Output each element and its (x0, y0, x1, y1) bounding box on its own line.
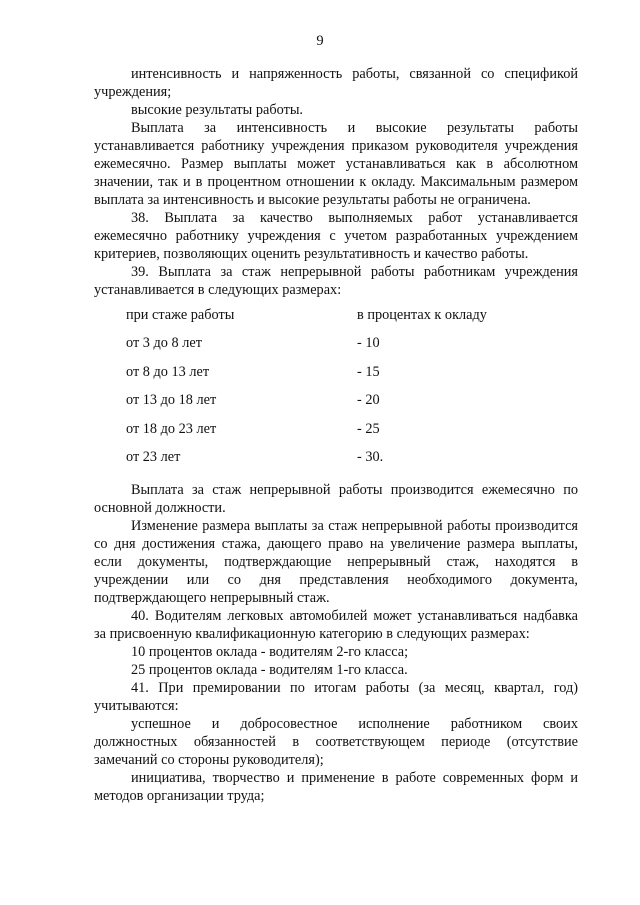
table-cell-period: от 13 до 18 лет (126, 392, 217, 408)
table-row (126, 420, 546, 438)
paragraph: Выплата за интенсивность и высокие результаты работы устанавливается работнику учреждения приказом руководителя учреждения ежемесячно. Размер выплаты может устанавливаться как в абсолютном значении, так и в процентном отношении к окладу. Максимальным размером выплата за интенсивность и высокие результаты работы не ограничена. (94, 120, 578, 208)
table-cell-period: от 8 до 13 лет (126, 364, 210, 380)
table-cell-percent: - 20 (357, 392, 380, 408)
table-cell-percent: - 15 (357, 364, 380, 380)
table-cell-percent: - 30. (357, 449, 384, 465)
table-cell-period: от 3 до 8 лет (126, 335, 202, 351)
table-header-period: при стаже работы (126, 307, 235, 323)
table-cell-period: от 23 лет (126, 449, 181, 465)
paragraph: 39. Выплата за стаж непрерывной работы работникам учреждения устанавливается в следующих размерах: (94, 264, 578, 298)
paragraph: интенсивность и напряженность работы, связанной со спецификой учреждения; (94, 66, 578, 100)
table-header-percent: в процентах к окладу (357, 307, 487, 323)
seniority-table (94, 306, 578, 468)
table-row (126, 363, 546, 381)
paragraph: 25 процентов оклада - водителям 1-го класса. (131, 662, 408, 678)
table-header (126, 306, 546, 324)
table-row (126, 334, 546, 352)
table-cell-percent: - 25 (357, 421, 380, 437)
page-number: 9 (316, 33, 324, 49)
paragraph: 41. При премировании по итогам работы (за месяц, квартал, год) учитываются: (94, 680, 578, 714)
paragraph: 40. Водителям легковых автомобилей может устанавливаться надбавка за присвоенную квалификационную категорию в следующих размерах: (94, 608, 578, 642)
paragraph: 38. Выплата за качество выполняемых работ устанавливается ежемесячно работнику учреждения с учетом разработанных учреждением критериев, позволяющих оценить результативность и качество работы. (94, 210, 578, 262)
paragraph: успешное и добросовестное исполнение работником своих должностных обязанностей в соответствующем периоде (отсутствие замечаний со стороны руководителя); (94, 716, 578, 768)
table-row (126, 448, 546, 466)
table-cell-percent: - 10 (357, 335, 380, 351)
table-row (126, 391, 546, 409)
paragraph: 10 процентов оклада - водителям 2-го класса; (131, 644, 409, 660)
paragraph: высокие результаты работы. (131, 102, 303, 118)
paragraph: инициатива, творчество и применение в работе современных форм и методов организации труда; (94, 770, 578, 804)
document-body (94, 65, 578, 805)
table-cell-period: от 18 до 23 лет (126, 421, 217, 437)
paragraph: Выплата за стаж непрерывной работы производится ежемесячно по основной должности. (94, 482, 578, 516)
paragraph: Изменение размера выплаты за стаж непрерывной работы производится со дня достижения стажа, дающего право на увеличение размера выплаты, если документы, подтверждающие непрерывный стаж, находятся в учреждении или со дня представления необходимого документа, подтверждающего непрерывный стаж. (94, 518, 578, 606)
